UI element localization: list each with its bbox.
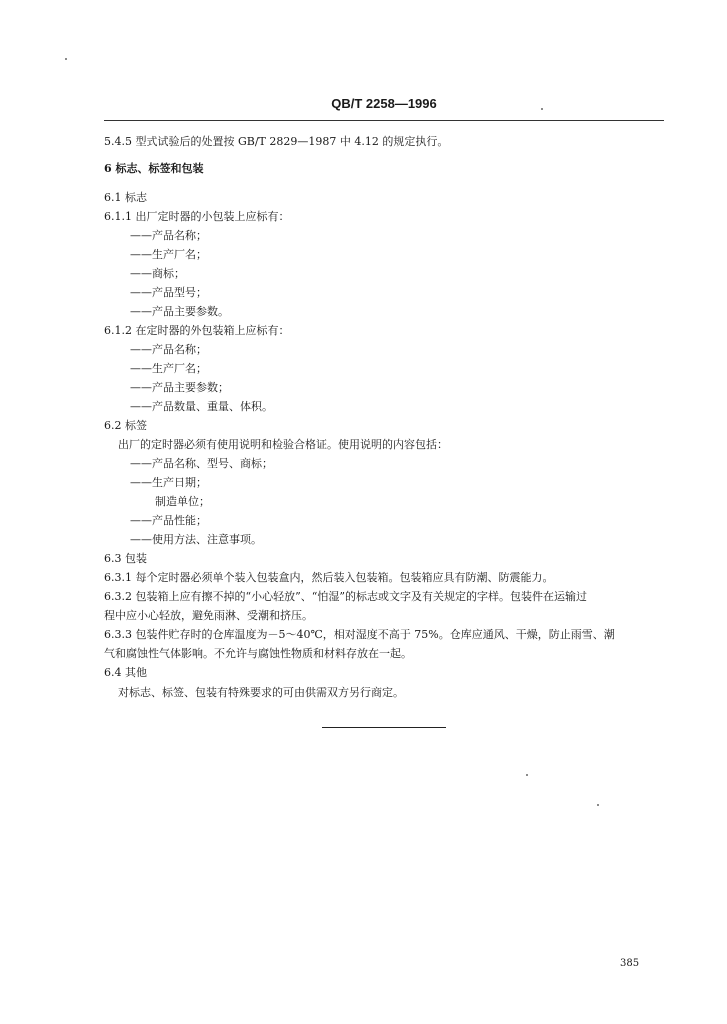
list-item: ——产品主要参数； xyxy=(130,381,229,394)
section-6-2-heading: 6.2 标签 xyxy=(104,419,147,432)
list-item: ——产品主要参数。 xyxy=(130,305,229,318)
list-item: 制造单位； xyxy=(155,495,210,508)
list-item: ——产品名称； xyxy=(130,229,207,242)
scan-speck xyxy=(65,58,67,60)
header-rule xyxy=(104,120,664,121)
clause-6-1-1: 6.1.1 出厂定时器的小包装上应标有： xyxy=(104,210,290,223)
list-item: ——产品数量、重量、体积。 xyxy=(130,400,273,413)
list-item: ——产品性能； xyxy=(130,514,207,527)
clause-6-3-2-line-1: 6.3.2 包装箱上应有擦不掉的“小心轻放”、“怕湿”的标志或文字及有关规定的字样。包装件在运输过 xyxy=(104,590,587,603)
list-item: ——生产厂名； xyxy=(130,248,207,261)
clause-6-3-2-line-2: 程中应小心轻放，避免雨淋、受潮和挤压。 xyxy=(104,609,313,622)
end-of-standard-rule xyxy=(322,727,446,728)
clause-6-3-3-line-1: 6.3.3 包装件贮存时的仓库温度为－5～40℃，相对湿度不高于 75%。仓库应通风、干燥，防止雨雪、潮 xyxy=(104,628,615,641)
list-item: ——产品名称、型号、商标； xyxy=(130,457,273,470)
scan-speck xyxy=(526,774,528,776)
standard-number-header: QB/T 2258—1996 xyxy=(331,96,437,111)
section-6-1-heading: 6.1 标志 xyxy=(104,191,147,204)
list-item: ——产品型号； xyxy=(130,286,207,299)
list-item: ——商标； xyxy=(130,267,185,280)
list-item: ——使用方法、注意事项。 xyxy=(130,533,262,546)
clause-5-4-5: 5.4.5 型式试验后的处置按 GB/T 2829—1987 中 4.12 的规定执行。 xyxy=(104,135,449,148)
scan-speck xyxy=(541,108,543,110)
clause-6-2-text: 出厂的定时器必须有使用说明和检验合格证。使用说明的内容包括： xyxy=(118,438,448,451)
clause-6-3-1: 6.3.1 每个定时器必须单个装入包装盒内，然后装入包装箱。包装箱应具有防潮、防震能力。 xyxy=(104,571,554,584)
section-6-heading: 6 标志、标签和包装 xyxy=(104,162,204,175)
section-6-3-heading: 6.3 包装 xyxy=(104,552,147,565)
section-6-4-heading: 6.4 其他 xyxy=(104,666,147,679)
page-number: 385 xyxy=(620,958,640,969)
clause-6-1-2: 6.1.2 在定时器的外包装箱上应标有： xyxy=(104,324,290,337)
list-item: ——生产日期； xyxy=(130,476,207,489)
clause-6-4-text: 对标志、标签、包装有特殊要求的可由供需双方另行商定。 xyxy=(118,686,404,699)
clause-6-3-3-line-2: 气和腐蚀性气体影响。不允许与腐蚀性物质和材料存放在一起。 xyxy=(104,647,412,660)
list-item: ——生产厂名； xyxy=(130,362,207,375)
list-item: ——产品名称； xyxy=(130,343,207,356)
scan-speck xyxy=(597,804,599,806)
